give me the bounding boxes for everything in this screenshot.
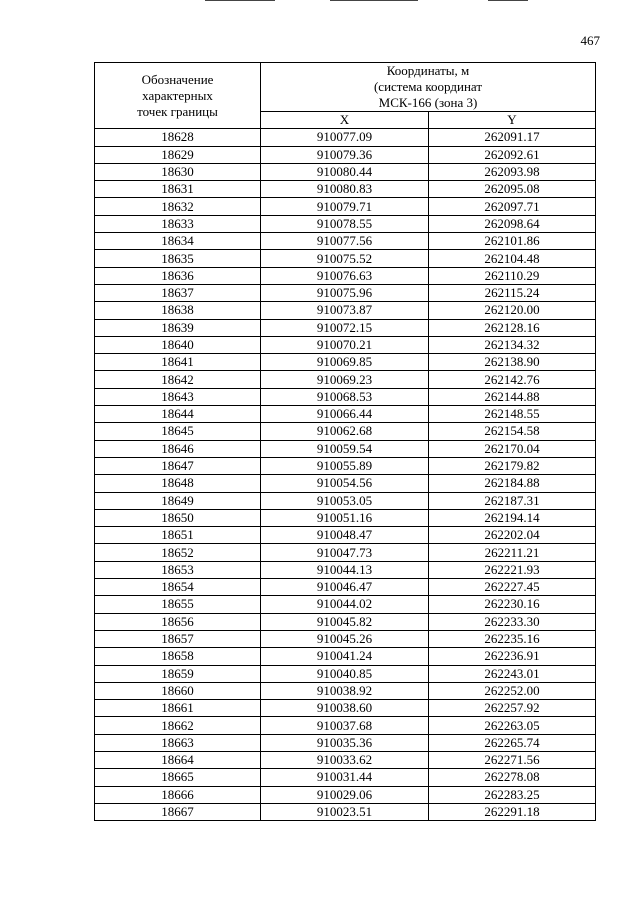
point-id-cell: 18628 bbox=[95, 129, 261, 146]
y-coordinate-cell: 262202.04 bbox=[429, 527, 596, 544]
point-id-cell: 18661 bbox=[95, 700, 261, 717]
point-id-cell: 18649 bbox=[95, 492, 261, 509]
x-coordinate-cell: 910033.62 bbox=[261, 751, 429, 768]
table-row bbox=[95, 423, 596, 440]
table-row bbox=[95, 527, 596, 544]
point-id-cell: 18636 bbox=[95, 267, 261, 284]
y-coordinate-cell: 262187.31 bbox=[429, 492, 596, 509]
table-row bbox=[95, 803, 596, 820]
table-row bbox=[95, 786, 596, 803]
table-row bbox=[95, 734, 596, 751]
point-id-cell: 18637 bbox=[95, 284, 261, 301]
y-coordinate-cell: 262184.88 bbox=[429, 475, 596, 492]
y-coordinate-cell: 262243.01 bbox=[429, 665, 596, 682]
y-coordinate-cell: 262138.90 bbox=[429, 354, 596, 371]
y-coordinate-cell: 262170.04 bbox=[429, 440, 596, 457]
y-coordinate-cell: 262252.00 bbox=[429, 682, 596, 699]
x-coordinate-cell: 910066.44 bbox=[261, 406, 429, 423]
point-id-cell: 18643 bbox=[95, 388, 261, 405]
x-coordinate-cell: 910073.87 bbox=[261, 302, 429, 319]
x-coordinate-cell: 910023.51 bbox=[261, 803, 429, 820]
point-id-cell: 18642 bbox=[95, 371, 261, 388]
point-id-cell: 18632 bbox=[95, 198, 261, 215]
point-id-cell: 18647 bbox=[95, 457, 261, 474]
table-row bbox=[95, 233, 596, 250]
x-coordinate-cell: 910040.85 bbox=[261, 665, 429, 682]
point-id-cell: 18665 bbox=[95, 769, 261, 786]
x-coordinate-cell: 910045.26 bbox=[261, 630, 429, 647]
y-coordinate-cell: 262278.08 bbox=[429, 769, 596, 786]
x-coordinate-cell: 910077.56 bbox=[261, 233, 429, 250]
y-coordinate-cell: 262211.21 bbox=[429, 544, 596, 561]
x-coordinate-cell: 910044.13 bbox=[261, 561, 429, 578]
point-id-cell: 18664 bbox=[95, 751, 261, 768]
x-coordinate-cell: 910069.85 bbox=[261, 354, 429, 371]
x-coordinate-cell: 910041.24 bbox=[261, 648, 429, 665]
point-id-cell: 18631 bbox=[95, 181, 261, 198]
table-row bbox=[95, 440, 596, 457]
table-row bbox=[95, 509, 596, 526]
table-row bbox=[95, 751, 596, 768]
table-row bbox=[95, 163, 596, 180]
header-row bbox=[95, 63, 596, 112]
x-coordinate-cell: 910069.23 bbox=[261, 371, 429, 388]
table-body bbox=[95, 129, 596, 821]
x-coordinate-cell: 910075.52 bbox=[261, 250, 429, 267]
point-id-cell: 18655 bbox=[95, 596, 261, 613]
y-coordinate-cell: 262283.25 bbox=[429, 786, 596, 803]
top-rule-left bbox=[205, 0, 275, 1]
y-coordinate-cell: 262101.86 bbox=[429, 233, 596, 250]
coordinates-table bbox=[94, 62, 596, 821]
x-coordinate-cell: 910038.92 bbox=[261, 682, 429, 699]
y-coordinate-cell: 262095.08 bbox=[429, 181, 596, 198]
y-coordinate-cell: 262257.92 bbox=[429, 700, 596, 717]
point-id-cell: 18638 bbox=[95, 302, 261, 319]
table-row bbox=[95, 630, 596, 647]
y-coordinate-cell: 262263.05 bbox=[429, 717, 596, 734]
x-coordinate-cell: 910062.68 bbox=[261, 423, 429, 440]
y-coordinate-cell: 262271.56 bbox=[429, 751, 596, 768]
y-coordinate-cell: 262134.32 bbox=[429, 336, 596, 353]
point-id-cell: 18654 bbox=[95, 579, 261, 596]
y-coordinate-cell: 262221.93 bbox=[429, 561, 596, 578]
y-coordinate-cell: 262227.45 bbox=[429, 579, 596, 596]
table-row bbox=[95, 198, 596, 215]
table-row bbox=[95, 457, 596, 474]
point-id-cell: 18651 bbox=[95, 527, 261, 544]
table-row bbox=[95, 129, 596, 146]
x-coordinate-cell: 910077.09 bbox=[261, 129, 429, 146]
table-row bbox=[95, 579, 596, 596]
point-id-cell: 18645 bbox=[95, 423, 261, 440]
y-coordinate-cell: 262104.48 bbox=[429, 250, 596, 267]
x-coordinate-cell: 910051.16 bbox=[261, 509, 429, 526]
table-row bbox=[95, 215, 596, 232]
y-coordinate-cell: 262097.71 bbox=[429, 198, 596, 215]
x-coordinate-cell: 910076.63 bbox=[261, 267, 429, 284]
table-row bbox=[95, 492, 596, 509]
y-coordinate-cell: 262115.24 bbox=[429, 284, 596, 301]
x-coordinate-cell: 910059.54 bbox=[261, 440, 429, 457]
point-id-cell: 18659 bbox=[95, 665, 261, 682]
x-coordinate-cell: 910070.21 bbox=[261, 336, 429, 353]
y-coordinate-cell: 262265.74 bbox=[429, 734, 596, 751]
x-coordinate-cell: 910035.36 bbox=[261, 734, 429, 751]
y-coordinate-cell: 262142.76 bbox=[429, 371, 596, 388]
x-coordinate-cell: 910045.82 bbox=[261, 613, 429, 630]
table-row bbox=[95, 613, 596, 630]
table-row bbox=[95, 181, 596, 198]
y-coordinate-cell: 262120.00 bbox=[429, 302, 596, 319]
point-id-cell: 18650 bbox=[95, 509, 261, 526]
y-coordinate-cell: 262235.16 bbox=[429, 630, 596, 647]
point-id-cell: 18667 bbox=[95, 803, 261, 820]
point-id-cell: 18640 bbox=[95, 336, 261, 353]
table-row bbox=[95, 406, 596, 423]
x-coordinate-cell: 910053.05 bbox=[261, 492, 429, 509]
x-coordinate-cell: 910072.15 bbox=[261, 319, 429, 336]
x-coordinate-cell: 910080.83 bbox=[261, 181, 429, 198]
y-coordinate-cell: 262230.16 bbox=[429, 596, 596, 613]
point-id-cell: 18629 bbox=[95, 146, 261, 163]
table-row bbox=[95, 717, 596, 734]
table-row bbox=[95, 354, 596, 371]
table-row bbox=[95, 267, 596, 284]
point-id-cell: 18652 bbox=[95, 544, 261, 561]
point-column-header: Обозначение характерных точек границы bbox=[95, 63, 261, 129]
table-row bbox=[95, 544, 596, 561]
point-id-cell: 18653 bbox=[95, 561, 261, 578]
coordinates-group-header: Координаты, м (система координат МСК-166 (зона 3) bbox=[261, 63, 596, 112]
y-coordinate-cell: 262110.29 bbox=[429, 267, 596, 284]
y-coordinate-cell: 262233.30 bbox=[429, 613, 596, 630]
point-id-cell: 18641 bbox=[95, 354, 261, 371]
x-coordinate-cell: 910046.47 bbox=[261, 579, 429, 596]
x-coordinate-cell: 910044.02 bbox=[261, 596, 429, 613]
table-row bbox=[95, 700, 596, 717]
x-coordinate-cell: 910055.89 bbox=[261, 457, 429, 474]
table-row bbox=[95, 596, 596, 613]
x-coordinate-cell: 910079.36 bbox=[261, 146, 429, 163]
y-coordinate-cell: 262144.88 bbox=[429, 388, 596, 405]
y-coordinate-cell: 262194.14 bbox=[429, 509, 596, 526]
table-row bbox=[95, 146, 596, 163]
page-number: 467 bbox=[580, 33, 600, 48]
point-id-cell: 18666 bbox=[95, 786, 261, 803]
point-id-cell: 18660 bbox=[95, 682, 261, 699]
point-id-cell: 18646 bbox=[95, 440, 261, 457]
point-id-cell: 18658 bbox=[95, 648, 261, 665]
x-column-header: X bbox=[261, 112, 429, 129]
table-row bbox=[95, 302, 596, 319]
y-coordinate-cell: 262093.98 bbox=[429, 163, 596, 180]
x-coordinate-cell: 910079.71 bbox=[261, 198, 429, 215]
x-coordinate-cell: 910037.68 bbox=[261, 717, 429, 734]
point-id-cell: 18656 bbox=[95, 613, 261, 630]
x-coordinate-cell: 910080.44 bbox=[261, 163, 429, 180]
y-coordinate-cell: 262179.82 bbox=[429, 457, 596, 474]
x-coordinate-cell: 910075.96 bbox=[261, 284, 429, 301]
point-id-cell: 18630 bbox=[95, 163, 261, 180]
table-row bbox=[95, 475, 596, 492]
point-id-cell: 18635 bbox=[95, 250, 261, 267]
point-id-cell: 18644 bbox=[95, 406, 261, 423]
table-row bbox=[95, 388, 596, 405]
table-row bbox=[95, 648, 596, 665]
y-coordinate-cell: 262091.17 bbox=[429, 129, 596, 146]
top-rule-right bbox=[488, 0, 528, 1]
table-row bbox=[95, 682, 596, 699]
point-id-cell: 18662 bbox=[95, 717, 261, 734]
y-coordinate-cell: 262154.58 bbox=[429, 423, 596, 440]
x-coordinate-cell: 910054.56 bbox=[261, 475, 429, 492]
x-coordinate-cell: 910078.55 bbox=[261, 215, 429, 232]
y-coordinate-cell: 262098.64 bbox=[429, 215, 596, 232]
table-row bbox=[95, 665, 596, 682]
point-id-cell: 18663 bbox=[95, 734, 261, 751]
point-id-cell: 18639 bbox=[95, 319, 261, 336]
y-coordinate-cell: 262236.91 bbox=[429, 648, 596, 665]
point-id-cell: 18648 bbox=[95, 475, 261, 492]
table-row bbox=[95, 284, 596, 301]
table-row bbox=[95, 319, 596, 336]
y-coordinate-cell: 262092.61 bbox=[429, 146, 596, 163]
table-row bbox=[95, 561, 596, 578]
x-coordinate-cell: 910029.06 bbox=[261, 786, 429, 803]
y-column-header: Y bbox=[429, 112, 596, 129]
point-id-cell: 18634 bbox=[95, 233, 261, 250]
top-rule-middle bbox=[330, 0, 418, 1]
y-coordinate-cell: 262291.18 bbox=[429, 803, 596, 820]
table-row bbox=[95, 769, 596, 786]
point-id-cell: 18657 bbox=[95, 630, 261, 647]
table-row bbox=[95, 336, 596, 353]
y-coordinate-cell: 262128.16 bbox=[429, 319, 596, 336]
x-coordinate-cell: 910047.73 bbox=[261, 544, 429, 561]
table-row bbox=[95, 250, 596, 267]
x-coordinate-cell: 910068.53 bbox=[261, 388, 429, 405]
table-row bbox=[95, 371, 596, 388]
x-coordinate-cell: 910031.44 bbox=[261, 769, 429, 786]
x-coordinate-cell: 910048.47 bbox=[261, 527, 429, 544]
x-coordinate-cell: 910038.60 bbox=[261, 700, 429, 717]
y-coordinate-cell: 262148.55 bbox=[429, 406, 596, 423]
point-id-cell: 18633 bbox=[95, 215, 261, 232]
